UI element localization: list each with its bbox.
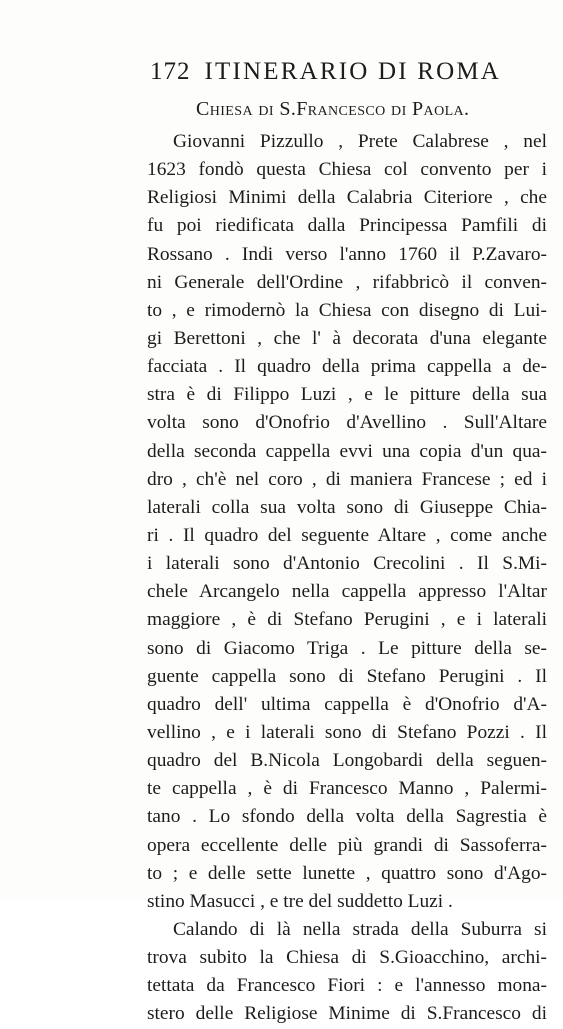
text-line: dro , ch'è nel coro , di maniera Francese ; ed i: [147, 468, 547, 490]
section-heading: Chiesa di S.Francesco di Paola.: [196, 98, 470, 120]
text-line: i laterali sono d'Antonio Crecolini . Il S.Mi-: [147, 553, 547, 575]
text-line: vellino , e i laterali sono di Stefano Pozzi . Il: [147, 721, 547, 743]
text-line: quadro del B.Nicola Longobardi della seguen-: [147, 750, 547, 772]
text-line: te cappella , è di Francesco Manno , Palermi-: [147, 778, 547, 800]
text-line: quadro dell' ultima cappella è d'Onofrio d'A-: [147, 693, 547, 715]
text-line: stra è di Filippo Luzi , e le pitture della sua: [147, 384, 547, 406]
text-line: Calando di là nella strada della Suburra si: [173, 918, 547, 940]
text-line: chele Arcangelo nella cappella appresso l'Altar: [147, 581, 547, 603]
text-line: guente cappella sono di Stefano Perugini . Il: [147, 665, 547, 687]
text-line: 1623 fondò questa Chiesa col convento per i: [147, 159, 547, 181]
text-line: ri . Il quadro del seguente Altare , come anche: [147, 524, 547, 546]
text-line: tettata da Francesco Fiori : e l'annesso mona-: [147, 975, 547, 997]
text-line: stino Masucci , e tre del suddetto Luzi .: [147, 890, 453, 912]
text-line: maggiore , è di Stefano Perugini , e i laterali: [147, 609, 547, 631]
text-line: Giovanni Pizzullo , Prete Calabrese , nel: [173, 131, 547, 152]
running-head: [150, 58, 510, 92]
text-line: Religiosi Minimi della Calabria Citeriore , che: [147, 187, 547, 209]
text-line: stero delle Religiose Minime di S.Francesco di: [147, 1003, 547, 1025]
text-line: sono di Giacomo Triga . Le pitture della se-: [147, 637, 547, 659]
text-line: tano . Lo sfondo della volta della Sagrestia è: [147, 806, 547, 828]
text-line: ni Generale dell'Ordine , rifabbricò il conven-: [147, 271, 547, 293]
text-line: della seconda cappella evvi una copia d'un qua-: [147, 440, 547, 462]
text-line: to ; e delle sette lunette , quattro sono d'Ago-: [147, 862, 547, 884]
text-line: gi Berettoni , che l' à decorata d'una elegante: [147, 327, 547, 349]
text-line: Rossano . Indi verso l'anno 1760 il P.Zavaro-: [147, 243, 547, 265]
text-line: to , e rimodernò la Chiesa con disegno di Lui-: [147, 299, 547, 321]
text-line: facciata . Il quadro della prima cappella a de-: [147, 356, 547, 378]
text-line: laterali colla sua volta sono di Giuseppe Chia-: [147, 496, 547, 518]
page-number: 172: [150, 58, 191, 85]
running-title: ITINERARIO DI ROMA: [204, 58, 502, 85]
text-line: volta sono d'Onofrio d'Avellino . Sull'Altare: [147, 412, 547, 434]
text-line: fu poi riedificata dalla Principessa Pamfili di: [147, 215, 547, 237]
text-line: trova subito la Chiesa di S.Gioacchino, archi-: [147, 947, 547, 969]
body-text: [147, 128, 547, 1029]
text-line: opera eccellente delle più grandi di Sassoferra-: [147, 834, 547, 856]
